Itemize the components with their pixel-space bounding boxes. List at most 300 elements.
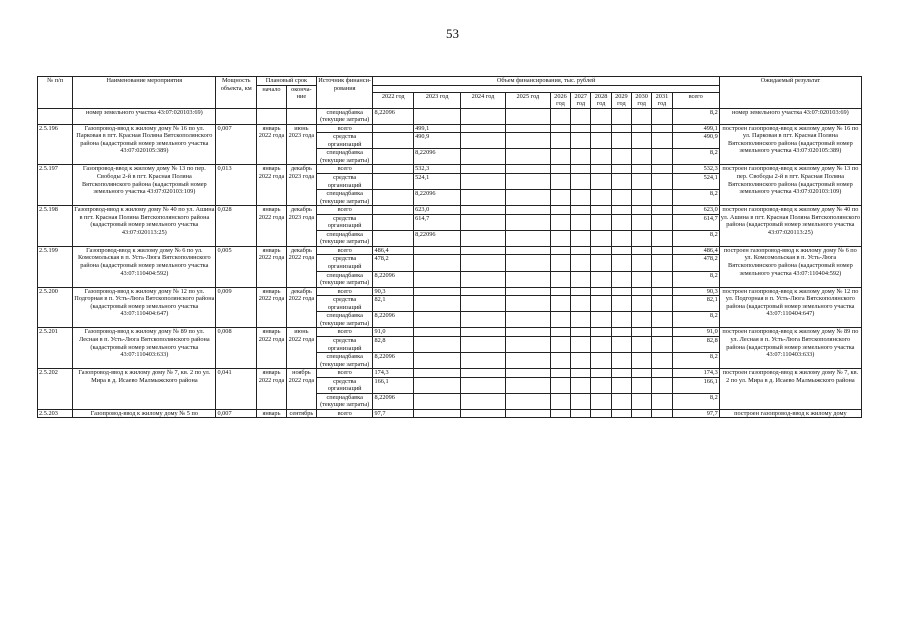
cell-empty-year — [652, 336, 672, 352]
header-funding-gap — [373, 85, 719, 92]
cell-empty-year — [632, 165, 652, 174]
table-row — [38, 124, 862, 133]
cell-empty-year — [632, 246, 652, 255]
cell-y2022: 8,22096 — [373, 393, 414, 409]
cell-y2022 — [373, 190, 414, 206]
cell-y2022: 82,1 — [373, 296, 414, 312]
cell-y2022: 8,22096 — [373, 353, 414, 369]
cell-empty-year — [461, 296, 506, 312]
cell-empty-year — [632, 296, 652, 312]
cell-empty-year — [611, 214, 631, 230]
cell-empty-year — [550, 353, 570, 369]
cell-empty-year — [461, 230, 506, 246]
cell-empty-year — [632, 271, 652, 287]
cell-source: спецнадбавка (текущие затраты) — [316, 149, 373, 165]
cell-source: спецнадбавка (текущие затраты) — [316, 230, 373, 246]
cell-empty-year — [611, 393, 631, 409]
cell-empty-year — [571, 133, 591, 149]
cell-empty-year — [652, 353, 672, 369]
cell-empty-year — [550, 230, 570, 246]
cell-empty-year — [505, 206, 550, 215]
cell-num: 2.5.200 — [38, 287, 73, 328]
cell-empty-year — [652, 206, 672, 215]
cell-empty-year — [461, 108, 506, 124]
cell-name: Газопровод-ввод к жилому дому № 40 по ул. Ашина в пгт. Красная Поляна Вятскополянского района (кадастровый номер земельного участка 43:07:020113:25) — [73, 206, 216, 247]
cell-empty-year — [571, 230, 591, 246]
cell-empty-year — [571, 409, 591, 418]
cell-source: средства организаций — [316, 174, 373, 190]
cell-num: 2.5.199 — [38, 246, 73, 287]
cell-y2022: 90,3 — [373, 287, 414, 296]
cell-y2023 — [414, 409, 461, 418]
cell-empty-year — [461, 369, 506, 378]
cell-total: 8,2 — [672, 108, 719, 124]
cell-y2023: 8,22096 — [414, 230, 461, 246]
header-start: начало — [257, 85, 287, 108]
cell-empty-year — [550, 124, 570, 133]
cell-empty-year — [632, 287, 652, 296]
cell-empty-year — [591, 296, 611, 312]
cell-total: 166,1 — [672, 377, 719, 393]
cell-source: средства организаций — [316, 377, 373, 393]
cell-result: построен газопровод-ввод к жилому дому № 12 по ул. Подгорная в п. Усть-Люга Вятскополянского района (кадастровый номер земельного участка 43:07:110404:647) — [719, 287, 861, 328]
cell-empty-year — [591, 174, 611, 190]
cell-total: 614,7 — [672, 214, 719, 230]
cell-empty-year — [550, 206, 570, 215]
cell-empty-year — [571, 214, 591, 230]
cell-start: январь 2022 года — [257, 287, 287, 328]
cell-empty-year — [632, 328, 652, 337]
cell-empty-year — [505, 149, 550, 165]
cell-y2023 — [414, 353, 461, 369]
header-year: 2029 год — [611, 92, 631, 108]
cell-empty-year — [632, 190, 652, 206]
cell-source: всего — [316, 165, 373, 174]
cell-empty-year — [550, 409, 570, 418]
cell-y2022: 82,8 — [373, 336, 414, 352]
cell-empty-year — [611, 271, 631, 287]
cell-empty-year — [652, 369, 672, 378]
cell-empty-year — [611, 165, 631, 174]
cell-start: январь 2022 года — [257, 206, 287, 247]
table-header — [38, 77, 862, 109]
cell-capacity: 0,005 — [216, 246, 257, 287]
cell-capacity: 0,007 — [216, 124, 257, 165]
cell-y2023: 499,1 — [414, 124, 461, 133]
page-number: 53 — [446, 26, 459, 41]
cell-empty-year — [505, 369, 550, 378]
cell-empty-year — [550, 133, 570, 149]
cell-empty-year — [550, 296, 570, 312]
cell-name: Газопровод-ввод к жилому дому № 6 по ул. Комсомольская в п. Усть-Люга Вятскополянского района (кадастровый номер земельного участка 43:07:110404:592) — [73, 246, 216, 287]
cell-source: всего — [316, 206, 373, 215]
cell-empty-year — [571, 108, 591, 124]
cell-empty-year — [611, 149, 631, 165]
cell-empty-year — [505, 190, 550, 206]
cell-empty-year — [591, 149, 611, 165]
cell-result: построен газопровод-ввод к жилому дому № 40 по ул. Ашина в пгт. Красная Поляна Вятскополянского района (кадастровый номер земельного участка 43:07:020113:25) — [719, 206, 861, 247]
cell-empty-year — [611, 353, 631, 369]
cell-end: декабрь 2022 года — [286, 246, 316, 287]
cell-empty-year — [550, 246, 570, 255]
cell-y2023 — [414, 312, 461, 328]
cell-y2023 — [414, 108, 461, 124]
cell-empty-year — [505, 165, 550, 174]
cell-result: построен газопровод-ввод к жилому дому № 13 по пер. Свободы 2-й в пгт. Красная Поляна Вятскополянского района (кадастровый номер земельного участка 43:07:020103:109) — [719, 165, 861, 206]
cell-source: спецнадбавка (текущие затраты) — [316, 271, 373, 287]
cell-empty-year — [632, 353, 652, 369]
cell-y2023 — [414, 246, 461, 255]
cell-empty-year — [652, 133, 672, 149]
cell-empty-year — [461, 328, 506, 337]
cell-y2022: 91,0 — [373, 328, 414, 337]
cell-y2022: 97,7 — [373, 409, 414, 418]
cell-source: всего — [316, 246, 373, 255]
cell-empty-year — [611, 174, 631, 190]
cell-total: 82,1 — [672, 296, 719, 312]
cell-empty-year — [571, 174, 591, 190]
cell-empty-year — [461, 393, 506, 409]
cell-total: 499,1 — [672, 124, 719, 133]
cell-y2023 — [414, 369, 461, 378]
cell-capacity: 0,028 — [216, 206, 257, 247]
cell-empty-year — [632, 214, 652, 230]
cell-empty-year — [611, 230, 631, 246]
cell-empty-year — [461, 271, 506, 287]
table-row — [38, 165, 862, 174]
cell-empty-year — [571, 377, 591, 393]
cell-y2022 — [373, 124, 414, 133]
cell-empty-year — [550, 255, 570, 271]
cell-empty-year — [632, 377, 652, 393]
cell-empty-year — [461, 133, 506, 149]
cell-empty-year — [652, 312, 672, 328]
cell-end: ноябрь 2022 года — [286, 369, 316, 410]
cell-end: сентябрь — [286, 409, 316, 418]
header-year: 2024 год — [461, 92, 506, 108]
cell-total: 8,2 — [672, 230, 719, 246]
cell-total: 8,2 — [672, 149, 719, 165]
cell-empty-year — [611, 246, 631, 255]
cell-empty-year — [611, 124, 631, 133]
cell-empty-year — [632, 133, 652, 149]
cell-start: январь — [257, 409, 287, 418]
cell-y2022 — [373, 133, 414, 149]
cell-capacity — [216, 108, 257, 124]
cell-empty-year — [571, 124, 591, 133]
cell-start: январь 2022 года — [257, 246, 287, 287]
header-end: оконча-ние — [286, 85, 316, 108]
cell-empty-year — [505, 124, 550, 133]
cell-start — [257, 108, 287, 124]
cell-num: 2.5.203 — [38, 409, 73, 418]
cell-y2022 — [373, 206, 414, 215]
cell-empty-year — [571, 328, 591, 337]
cell-empty-year — [591, 328, 611, 337]
cell-empty-year — [461, 190, 506, 206]
cell-empty-year — [632, 174, 652, 190]
header-name: Наименование мероприятия — [73, 77, 216, 109]
cell-end: июнь 2023 года — [286, 124, 316, 165]
cell-empty-year — [505, 230, 550, 246]
cell-source: средства организаций — [316, 336, 373, 352]
cell-empty-year — [591, 353, 611, 369]
cell-total: 8,2 — [672, 271, 719, 287]
cell-y2022: 8,22096 — [373, 271, 414, 287]
cell-total: 8,2 — [672, 353, 719, 369]
cell-empty-year — [571, 393, 591, 409]
cell-empty-year — [505, 328, 550, 337]
cell-empty-year — [461, 312, 506, 328]
cell-empty-year — [591, 133, 611, 149]
cell-empty-year — [632, 124, 652, 133]
cell-name: номер земельного участка 43:07:020103:69) — [73, 108, 216, 124]
cell-empty-year — [571, 206, 591, 215]
table-row — [38, 369, 862, 378]
cell-y2023 — [414, 296, 461, 312]
cell-result: построен газопровод-ввод к жилому дому — [719, 409, 861, 418]
cell-source: всего — [316, 409, 373, 418]
cell-empty-year — [461, 124, 506, 133]
cell-empty-year — [505, 108, 550, 124]
cell-y2022: 166,1 — [373, 377, 414, 393]
cell-empty-year — [591, 246, 611, 255]
cell-capacity: 0,009 — [216, 287, 257, 328]
cell-empty-year — [571, 336, 591, 352]
cell-total: 8,2 — [672, 312, 719, 328]
cell-name: Газопровод-ввод к жилому дому № 7, кв. 2 по ул. Мира в д. Исаево Малмыжского района — [73, 369, 216, 410]
cell-source: спецнадбавка (текущие затраты) — [316, 190, 373, 206]
cell-empty-year — [505, 255, 550, 271]
cell-empty-year — [591, 214, 611, 230]
cell-empty-year — [550, 369, 570, 378]
cell-empty-year — [591, 393, 611, 409]
cell-total: 97,7 — [672, 409, 719, 418]
cell-name: Газопровод-ввод к жилому дому № 12 по ул. Подгорная в п. Усть-Люга Вятскополянского района (кадастровый номер земельного участка 43:07:110404:647) — [73, 287, 216, 328]
cell-empty-year — [632, 206, 652, 215]
header-result: Ожидаемый результат — [719, 77, 861, 109]
table-row — [38, 108, 862, 124]
cell-empty-year — [591, 206, 611, 215]
cell-empty-year — [652, 271, 672, 287]
cell-empty-year — [652, 124, 672, 133]
cell-result: построен газопровод-ввод к жилому дому № 16 по ул. Парковая в пгт. Красная Поляна Вятскополянского района (кадастровый номер земельного участка 43:07:020105:389) — [719, 124, 861, 165]
cell-empty-year — [550, 190, 570, 206]
cell-source: средства организаций — [316, 214, 373, 230]
cell-y2023 — [414, 328, 461, 337]
cell-source: всего — [316, 328, 373, 337]
cell-empty-year — [591, 271, 611, 287]
header-schedule: Плановый срок — [257, 77, 317, 86]
cell-empty-year — [652, 214, 672, 230]
cell-y2023: 524,1 — [414, 174, 461, 190]
cell-empty-year — [611, 255, 631, 271]
cell-empty-year — [461, 255, 506, 271]
cell-empty-year — [632, 312, 652, 328]
cell-empty-year — [632, 393, 652, 409]
cell-y2023 — [414, 287, 461, 296]
cell-empty-year — [505, 174, 550, 190]
cell-result: построен газопровод-ввод к жилому дому № 7, кв. 2 по ул. Мира в д. Исаево Малмыжского района — [719, 369, 861, 410]
cell-empty-year — [611, 133, 631, 149]
cell-total: 8,2 — [672, 393, 719, 409]
cell-total: 91,0 — [672, 328, 719, 337]
cell-total: 82,8 — [672, 336, 719, 352]
cell-empty-year — [550, 174, 570, 190]
cell-empty-year — [550, 393, 570, 409]
cell-empty-year — [611, 328, 631, 337]
cell-empty-year — [591, 165, 611, 174]
cell-empty-year — [550, 336, 570, 352]
cell-empty-year — [505, 287, 550, 296]
funding-table — [37, 76, 862, 418]
cell-empty-year — [611, 206, 631, 215]
cell-empty-year — [632, 409, 652, 418]
cell-empty-year — [632, 108, 652, 124]
cell-source: средства организаций — [316, 255, 373, 271]
cell-y2023 — [414, 377, 461, 393]
cell-start: январь 2022 года — [257, 328, 287, 369]
cell-result: построен газопровод-ввод к жилому дому № 89 по ул. Лесная в п. Усть-Люга Вятскополянского района (кадастровый номер земельного участка 43:07:110403:633) — [719, 328, 861, 369]
cell-empty-year — [632, 255, 652, 271]
header-funding: Объем финансирования, тыс. рублей — [373, 77, 719, 86]
cell-empty-year — [632, 369, 652, 378]
header-year: 2025 год — [505, 92, 550, 108]
cell-source: всего — [316, 124, 373, 133]
cell-end: декабрь 2022 года — [286, 287, 316, 328]
cell-empty-year — [461, 149, 506, 165]
cell-empty-year — [550, 214, 570, 230]
cell-empty-year — [611, 108, 631, 124]
cell-y2022 — [373, 165, 414, 174]
header-year: 2026 год — [550, 92, 570, 108]
cell-empty-year — [505, 336, 550, 352]
cell-num — [38, 108, 73, 124]
cell-empty-year — [550, 287, 570, 296]
cell-empty-year — [505, 271, 550, 287]
cell-empty-year — [505, 393, 550, 409]
cell-empty-year — [652, 174, 672, 190]
cell-num: 2.5.198 — [38, 206, 73, 247]
cell-empty-year — [591, 108, 611, 124]
cell-start: январь 2022 года — [257, 165, 287, 206]
cell-capacity: 0,013 — [216, 165, 257, 206]
cell-empty-year — [550, 165, 570, 174]
cell-y2023: 490,9 — [414, 133, 461, 149]
cell-empty-year — [461, 214, 506, 230]
header-year: 2027 год — [571, 92, 591, 108]
header-capacity: Мощность объекта, км — [216, 77, 257, 109]
cell-y2023: 623,0 — [414, 206, 461, 215]
cell-empty-year — [571, 149, 591, 165]
cell-empty-year — [652, 328, 672, 337]
cell-empty-year — [505, 377, 550, 393]
cell-empty-year — [571, 296, 591, 312]
header-year: 2030 год — [632, 92, 652, 108]
cell-empty-year — [611, 409, 631, 418]
cell-total: 478,2 — [672, 255, 719, 271]
cell-y2023 — [414, 336, 461, 352]
cell-y2022: 174,3 — [373, 369, 414, 378]
cell-empty-year — [652, 255, 672, 271]
cell-empty-year — [652, 287, 672, 296]
cell-empty-year — [652, 409, 672, 418]
cell-y2023: 614,7 — [414, 214, 461, 230]
cell-capacity: 0,041 — [216, 369, 257, 410]
cell-empty-year — [652, 149, 672, 165]
cell-empty-year — [591, 312, 611, 328]
header-year: 2028 год — [591, 92, 611, 108]
cell-y2023 — [414, 255, 461, 271]
header-num: № п/п — [38, 77, 73, 109]
cell-start: январь 2022 года — [257, 369, 287, 410]
cell-y2022 — [373, 214, 414, 230]
cell-empty-year — [571, 312, 591, 328]
header-source: Источник финанси-рования — [316, 77, 373, 109]
cell-capacity: 0,008 — [216, 328, 257, 369]
cell-empty-year — [611, 377, 631, 393]
cell-empty-year — [571, 287, 591, 296]
cell-start: январь 2022 года — [257, 124, 287, 165]
cell-y2023 — [414, 393, 461, 409]
cell-empty-year — [550, 312, 570, 328]
cell-y2022: 8,22096 — [373, 312, 414, 328]
cell-empty-year — [632, 336, 652, 352]
cell-empty-year — [550, 271, 570, 287]
cell-empty-year — [461, 246, 506, 255]
cell-empty-year — [611, 190, 631, 206]
cell-empty-year — [505, 353, 550, 369]
cell-end: декабрь 2023 года — [286, 165, 316, 206]
cell-empty-year — [591, 377, 611, 393]
cell-capacity: 0,007 — [216, 409, 257, 418]
cell-num: 2.5.196 — [38, 124, 73, 165]
cell-empty-year — [652, 296, 672, 312]
cell-empty-year — [461, 409, 506, 418]
cell-empty-year — [652, 190, 672, 206]
cell-y2023: 532,3 — [414, 165, 461, 174]
header-total: всего — [672, 92, 719, 108]
cell-empty-year — [611, 312, 631, 328]
cell-total: 174,3 — [672, 369, 719, 378]
cell-empty-year — [550, 108, 570, 124]
cell-end: декабрь 2023 года — [286, 206, 316, 247]
cell-y2022 — [373, 230, 414, 246]
cell-empty-year — [461, 377, 506, 393]
cell-empty-year — [591, 369, 611, 378]
cell-total: 486,4 — [672, 246, 719, 255]
cell-name: Газопровод-ввод к жилому дому № 13 по пер. Свободы 2-й в пгт. Красная Поляна Вятскополянского района (кадастровый номер земельного участка 43:07:020103:109) — [73, 165, 216, 206]
cell-empty-year — [461, 353, 506, 369]
cell-empty-year — [505, 296, 550, 312]
cell-empty-year — [611, 336, 631, 352]
cell-num: 2.5.197 — [38, 165, 73, 206]
cell-empty-year — [591, 336, 611, 352]
cell-empty-year — [652, 246, 672, 255]
cell-name: Газопровод-ввод к жилому дому № 5 по — [73, 409, 216, 418]
cell-total: 90,3 — [672, 287, 719, 296]
table-row — [38, 328, 862, 337]
cell-empty-year — [505, 246, 550, 255]
cell-empty-year — [461, 336, 506, 352]
cell-empty-year — [571, 255, 591, 271]
table-body — [38, 108, 862, 418]
cell-empty-year — [571, 369, 591, 378]
cell-source: спецнадбавка (текущие затраты) — [316, 393, 373, 409]
cell-empty-year — [550, 149, 570, 165]
cell-empty-year — [591, 124, 611, 133]
cell-y2022 — [373, 149, 414, 165]
